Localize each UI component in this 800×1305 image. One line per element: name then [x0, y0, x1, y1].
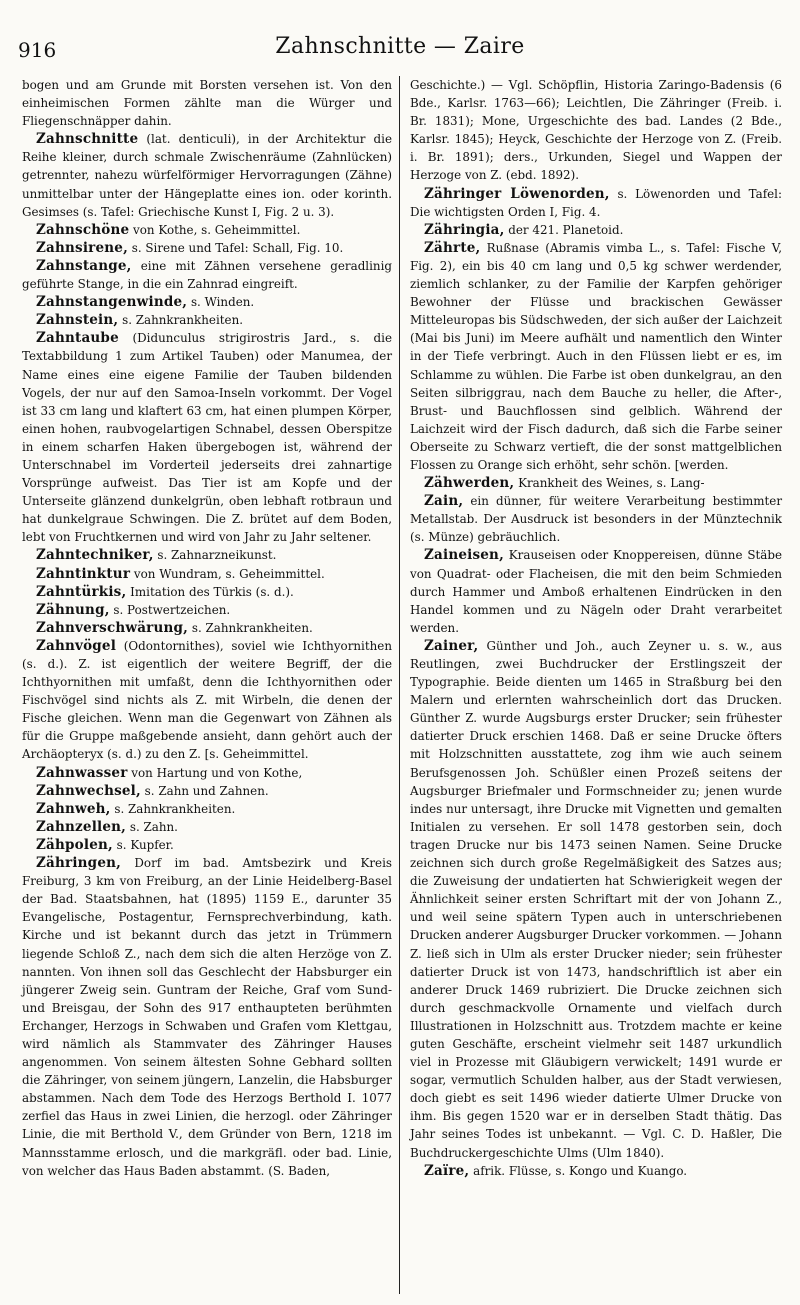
entry-text: von Wundram, s. Geheimmittel. — [130, 566, 325, 581]
entry-headword: Zain, — [424, 493, 464, 510]
entry-headword: Zähwerden, — [424, 475, 515, 492]
entry-text: Imitation des Türkis (s. d.). — [126, 584, 294, 599]
entry-text: von Kothe, s. Geheimmittel. — [129, 222, 301, 237]
dictionary-entry — [22, 76, 392, 130]
dictionary-entry — [22, 836, 392, 854]
entry-headword: Zährte, — [424, 239, 481, 256]
entry-text: s. Zahn. — [126, 819, 178, 834]
page-number: 916 — [18, 38, 57, 62]
entry-headword: Zahntechniker, — [36, 547, 154, 564]
entry-text: s. Zahn und Zahnen. — [140, 783, 269, 798]
entry-headword: Zähnung, — [36, 601, 110, 618]
page-header — [0, 0, 800, 70]
entry-text: Krankheit des Weines, s. Lang- — [514, 476, 705, 491]
entry-headword: Zahnschnitte — [36, 131, 139, 148]
dictionary-entry — [22, 311, 392, 329]
dictionary-entry — [410, 221, 782, 239]
entry-text: (lat. denticuli), in der Architektur die Reihe kleiner, durch schmale Zwischenräume (Zahnlücken) getrennter, nahezu würfelförmiger Hervorragungen (Zähne) unmittelbar unter der Hängeplatte eines ion. oder korinth. Gesimses (s. Tafel: Griechische Kunst I, Fig. 2 u. 3). — [22, 132, 392, 219]
entry-headword: Zahnwechsel, — [36, 782, 141, 799]
entry-headword: Zahnstange, — [36, 257, 132, 274]
entry-text: Rußnase (Abramis vimba L., s. Tafel: Fische V, Fig. 2), ein bis 40 cm lang und 0,5 kg schwer werdender, ziemlich schlanker, zu der Familie der Karpfen gehöriger Bewohner der Flüsse und brackischen Gewässer Mitteleuropas bis Südschweden, der sich außer der Laichzeit (Mai bis Juni) im Meere aufhält und namentlich den Winter in der Tiefe verbringt. Auch in den Flüssen liebt er es, im Schlamme zu wühlen. Die Farbe ist oben dunkelgrau, an den Seiten silbriggrau, nach dem Bauche zu heller, die After-, Brust- und Bauchflossen sind gelblich. Während der Laichzeit wird der Fisch dadurch, daß sich die Farbe seiner Oberseite zu Schwarz vertieft, die der sonst mattgelblichen Flossen zu Orange sich erhöht, sehr schön. [werden. — [410, 240, 782, 472]
entry-text: eine mit Zähnen versehene geradlinig geführte Stange, in die ein Zahnrad eingreift. — [22, 258, 392, 292]
entry-text: s. Zahnkrankheiten. — [110, 801, 236, 816]
dictionary-entry — [410, 546, 782, 636]
entry-headword: Zahnverschwärung, — [36, 619, 189, 636]
running-title: Zahnschnitte — Zaire — [275, 34, 525, 59]
entry-text: von Hartung und von Kothe, — [127, 765, 303, 780]
entry-text: Krauseisen oder Knoppereisen, dünne Stäbe von Quadrat- oder Flacheisen, die mit den beim Schmieden durch Hammer und Amboß erhaltenen Eindrücken in den Handel kommen und zu Nägeln oder Draht verarbeitet werden. — [410, 548, 782, 635]
entry-headword: Zahntürkis, — [36, 583, 127, 600]
entry-headword: Zahntinktur — [36, 565, 131, 582]
dictionary-entry — [22, 257, 392, 293]
entry-text: s. Zahnkrankheiten. — [118, 313, 244, 328]
entry-text: s. Kupfer. — [112, 837, 174, 852]
dictionary-entry — [22, 601, 392, 619]
entry-text: afrik. Flüsse, s. Kongo und Kuango. — [469, 1163, 688, 1178]
entry-headword: Zahnvögel — [36, 637, 117, 654]
dictionary-entry — [22, 329, 392, 546]
entry-text: s. Löwenorden und Tafel: Die wichtigsten Orden I, Fig. 4. — [410, 186, 782, 219]
dictionary-entry — [22, 546, 392, 564]
entry-text: bogen und am Grunde mit Borsten versehen ist. Von den einheimischen Formen zählte man die Würger und Fliegenschnäpper dahin. — [22, 78, 392, 129]
dictionary-entry — [22, 619, 392, 637]
entry-text: s. Zahnkrankheiten. — [188, 620, 313, 635]
dictionary-entry — [22, 800, 392, 818]
entry-headword: Zahnstangenwinde, — [36, 294, 188, 311]
entry-headword: Zahnstein, — [36, 312, 119, 329]
dictionary-entry — [22, 221, 392, 239]
entry-text: ein dünner, für weitere Verarbeitung bestimmter Metallstab. Der Ausdruck ist besonders in der Münztechnik (s. Münze) gebräuchlich. — [410, 494, 782, 545]
dictionary-entry — [22, 130, 392, 220]
entry-headword: Zahnschöne — [36, 221, 130, 238]
entry-headword: Zainer, — [424, 637, 479, 654]
entry-text: Günther und Joh., auch Zeyner u. s. w., aus Reutlingen, zwei Buchdrucker der Erstlingszeit der Typographie. Beide dienten um 1465 in Straßburg bei den Malern und erlernten wahrscheinlich dort das Drucken. Günther Z. wurde Augsburgs erster Drucker; sein frühester datierter Druck erschien 1468. Daß er seine Drucke öfters mit Holzschnitten ausstattete, zog ihm wie auch seinem Berufsgenossen Joh. Schüßler einen Prozeß seitens der Augsburger Briefmaler und Formschneider zu; jenen wurde indes nur untersagt, ihre Drucke mit Vignetten und gemalten Initialen zu versehen. Er soll 1478 gestorben sein, doch tragen Drucke nur bis 1473 seinen Namen. Seine Drucke zeichnen sich durch große Regelmäßigkeit des Satzes aus; die Zuweisung der undatierten hat Schwierigkeit wegen der Ähnlichkeit seiner ersten Schriftart mit der von Johann Z., und weil seine spätern Typen auch in unterschriebenen Drucken anderer Augsburger Drucker vorkommen. — Johann Z. ließ sich in Ulm als erster Drucker nieder; sein frühester datierter Druck ist von 1473, handschriftlich ist aber ein anderer Druck 1469 rubriziert. Die Drucke zeichnen sich durch geschmackvolle Ornamente und vielfach durch Illustrationen in Holzschnitt aus. Trotzdem machte er keine guten Geschäfte, erscheint vielmehr seit 1487 urkundlich viel in Prozesse mit Gläubigern verwickelt; 1491 wurde er sogar, vermutlich Schulden halber, aus der Stadt verwiesen, doch giebt es seit 1496 wieder datierte Ulmer Drucke von ihm. Bis gegen 1520 war er in derselben Stadt thätig. Das Jahr seines Todes ist unbekannt. — Vgl. C. D. Haßler, Die Buchdruckergeschichte Ulms (Ulm 1840). — [410, 638, 782, 1160]
entry-text: der 421. Planetoid. — [504, 222, 624, 237]
entry-text: (Odontornithes), soviel wie Ichthyornithen (s. d.). Z. ist eigentlich der weitere Begriff, der die Ichthyornithen mit umfaßt, denn die Ichthyornithen oder Fischvögel sind nichts als Z. mit Wirbeln, die denen der Fische gleichen. Wenn man die Gegenwart von Zähnen als für die Gruppe maßgebende ansieht, dann gehört auch der Archäopteryx (s. d.) zu den Z. [s. Geheimmittel. — [22, 638, 392, 762]
entry-headword: Zähringer Löwenorden, — [424, 185, 610, 202]
dictionary-entry — [22, 782, 392, 800]
entry-headword: Zaineisen, — [424, 547, 504, 564]
entry-headword: Zähpolen, — [36, 836, 113, 853]
entry-headword: Zähringen, — [36, 855, 122, 872]
entry-headword: Zahnzellen, — [36, 818, 127, 835]
dictionary-entry — [410, 185, 782, 221]
entry-text: s. Sirene und Tafel: Schall, Fig. 10. — [127, 240, 344, 255]
entry-headword: Zahnwasser — [36, 764, 128, 781]
entry-headword: Zahnweh, — [36, 800, 111, 817]
dictionary-entry — [22, 764, 392, 782]
dictionary-entry — [22, 293, 392, 311]
dictionary-entry — [410, 474, 782, 492]
entry-headword: Zaïre, — [424, 1162, 470, 1179]
dictionary-entry — [22, 565, 392, 583]
dictionary-entry — [22, 637, 392, 764]
entry-text: s. Winden. — [187, 295, 255, 310]
right-column — [410, 76, 782, 1180]
entry-text: Geschichte.) — Vgl. Schöpflin, Historia Zaringo-Badensis (6 Bde., Karlsr. 1763—66); Leichtlen, Die Zähringer (Freib. i. Br. 1831); Mone, Urgeschichte des bad. Landes (2 Bde., Karlsr. 1845); Heyck, Geschichte der Herzoge von Z. (Freib. i. Br. 1891); ders., Urkunden, Siegel und Wappen der Herzoge von Z. (ebd. 1892). — [410, 78, 782, 183]
dictionary-entry — [22, 818, 392, 836]
entry-text: s. Zahnarzneikunst. — [153, 548, 277, 563]
entry-text: Dorf im bad. Amtsbezirk und Kreis Freiburg, 3 km von Freiburg, an der Linie Heidelberg-Basel der Bad. Staatsbahnen, hat (1895) 1159 E., darunter 35 Evangelische, Postagentur, Fernsprechverbindung, kath. Kirche und ist bekannt durch das jetzt in Trümmern liegende Schloß Z., nach dem sich die alten Herzöge von Z. nannten. Von ihnen soll das Geschlecht der Habsburger ein jüngerer Zweig sein. Guntram der Reiche, Graf vom Sund- und Breisgau, der Sohn des 917 enthaupteten berühmten Erchanger, Herzogs in Schwaben und Grafen vom Klettgau, wird nämlich als Stammvater des Zähringer Hauses angenommen. Von seinem ältesten Sohne Gebhard sollten die Zähringer, von seinem jüngern, Lanzelin, die Habsburger abstammen. Nach dem Tode des Herzogs Berthold I. 1077 zerfiel das Haus in zwei Linien, die herzogl. oder Zähringer Linie, die mit Berthold V., dem Gründer von Bern, 1218 im Mannsstamme erlosch, und die markgräfl. oder bad. Linie, von welcher das Haus Baden abstammt. (S. Baden, — [22, 856, 392, 1178]
left-column — [22, 76, 392, 1180]
column-divider — [399, 76, 400, 1294]
dictionary-entry — [410, 492, 782, 546]
dictionary-entry — [410, 637, 782, 1162]
dictionary-entry — [22, 239, 392, 257]
dictionary-entry — [410, 76, 782, 185]
entry-text: s. Postwertzeichen. — [109, 602, 231, 617]
entry-headword: Zahntaube — [36, 330, 119, 347]
dictionary-entry — [22, 854, 392, 1180]
dictionary-entry — [410, 239, 782, 474]
entry-headword: Zahnsirene, — [36, 239, 128, 256]
dictionary-entry — [410, 1162, 782, 1180]
dictionary-entry — [22, 583, 392, 601]
entry-text: (Didunculus strigirostris Jard., s. die Textabbildung 1 zum Artikel Tauben) oder Manumea, der Name eines eine eigene Familie der Tauben bildenden Vogels, der nur auf den Samoa-Inseln vorkommt. Der Vogel ist 33 cm lang und klaftert 63 cm, hat einen plumpen Körper, einen hohen, raubvogelartigen Schnabel, dessen Oberspitze in einem scharfen Haken übergebogen ist, während der Unterschnabel im Vorderteil jederseits drei zahnartige Vorsprünge aufweist. Das Tier ist am Kopfe und der Unterseite glänzend dunkelgrün, oben lebhaft rotbraun und hat dunkelgraue Schwingen. Die Z. brütet auf dem Boden, lebt von Fruchtkernen und wird von Jahr zu Jahr seltener. — [22, 331, 392, 545]
entry-headword: Zähringia, — [424, 221, 505, 238]
